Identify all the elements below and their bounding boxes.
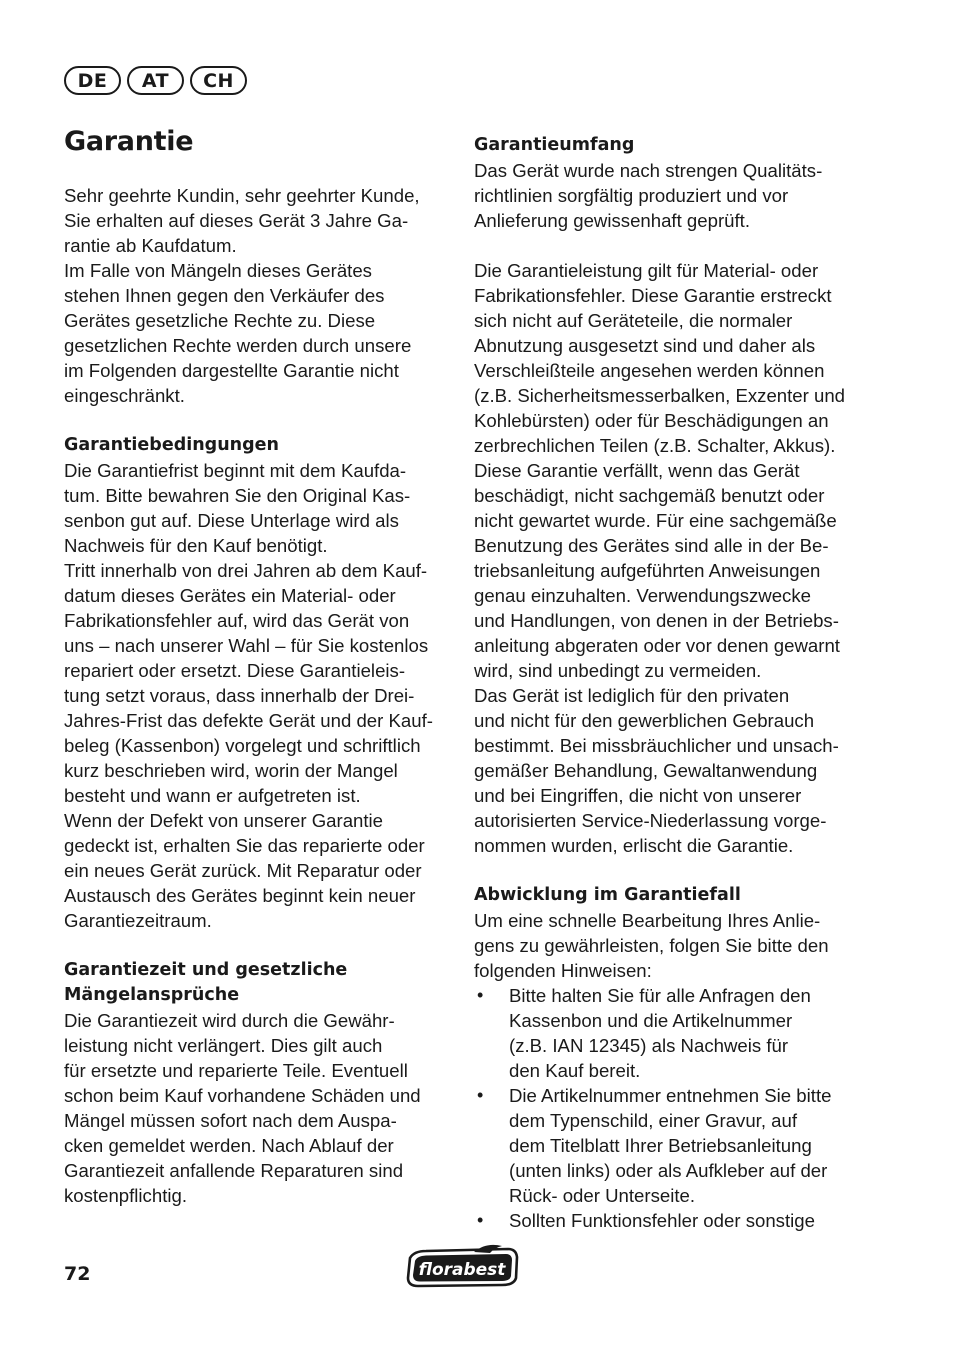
text-line: datum dieses Gerätes ein Material- oder	[64, 585, 396, 606]
text-line: eingeschränkt.	[64, 385, 185, 406]
text-line: gens zu gewährleisten, folgen Sie bitte den	[474, 935, 829, 956]
text-line: Benutzung des Gerätes sind alle in der Be-	[474, 535, 829, 556]
text-line: schon beim Kauf vorhandene Schäden und	[64, 1085, 421, 1106]
text-line: gemäßer Behandlung, Gewaltanwendung	[474, 760, 818, 781]
text-line: nicht gewartet wurde. Für eine sachgemäße	[474, 510, 837, 531]
text-line: uns – nach unserer Wahl – für Sie kostenlos	[64, 635, 429, 656]
text-line: kostenpflichtig.	[64, 1185, 187, 1206]
text-line: genau einzuhalten. Verwendungszwecke	[474, 585, 811, 606]
language-badges	[64, 66, 247, 95]
text-line: leistung nicht verlängert. Dies gilt auch	[64, 1035, 383, 1056]
text-line: repariert oder ersetzt. Diese Garantieleis-	[64, 660, 406, 681]
text-line: und nicht für den gewerblichen Gebrauch	[474, 710, 815, 731]
text-line: Die Garantiefrist beginnt mit dem Kaufda-	[64, 460, 407, 481]
bullet-text-line: Bitte halten Sie für alle Anfragen den	[509, 985, 811, 1006]
text-line: Garantiezeit anfallende Reparaturen sind	[64, 1160, 404, 1181]
bullet-text-line: (z.B. IAN 12345) als Nachweis für	[509, 1035, 789, 1056]
text-line: rantie ab Kaufdatum.	[64, 235, 237, 256]
text-line: sich nicht auf Geräteteile, die normaler	[474, 310, 793, 331]
text-line: triebsanleitung aufgeführten Anweisungen	[474, 560, 821, 581]
text-line: Fabrikationsfehler. Diese Garantie erstreckt	[474, 285, 832, 306]
text-line: tum. Bitte bewahren Sie den Original Kas-	[64, 485, 411, 506]
bullet-marker: •	[477, 1085, 484, 1105]
section-heading: Mängelansprüche	[64, 985, 240, 1005]
paragraph-spacer	[64, 933, 454, 958]
text-line: Um eine schnelle Bearbeitung Ihres Anlie-	[474, 910, 821, 931]
text-line: Die Garantieleistung gilt für Material- oder	[474, 260, 819, 281]
bullet-text-line: Rück- oder Unterseite.	[509, 1185, 696, 1206]
bullet-text-line: Sollten Funktionsfehler oder sonstige	[509, 1210, 815, 1231]
text-line: Anlieferung gewissenhaft geprüft.	[474, 210, 750, 231]
text-line: Im Falle von Mängeln dieses Gerätes	[64, 260, 372, 281]
bullet-text-line: den Kauf bereit.	[509, 1060, 641, 1081]
text-line: autorisierten Service-Niederlassung vorge-	[474, 810, 827, 831]
section-heading: Abwicklung im Garantiefall	[474, 885, 741, 905]
text-line: kurz beschrieben wird, worin der Mangel	[64, 760, 398, 781]
bullet-text	[509, 983, 869, 1083]
lang-badge-ch: CH	[190, 66, 247, 95]
text-line: im Folgenden dargestellte Garantie nicht	[64, 360, 399, 381]
text-line: Mängel müssen sofort nach dem Auspa-	[64, 1110, 397, 1131]
right-column	[474, 133, 869, 1233]
text-line: (z.B. Sicherheitsmesserbalken, Exzenter und	[474, 385, 846, 406]
text-line: besteht und wann er aufgetreten ist.	[64, 785, 361, 806]
section-heading: Garantiebedingungen	[64, 435, 279, 455]
lang-badge-de: DE	[64, 66, 121, 95]
text-line: Wenn der Defekt von unserer Garantie	[64, 810, 384, 831]
text-line: nommen wurden, erlischt die Garantie.	[474, 835, 794, 856]
text-line: bestimmt. Bei missbräuchlicher und unsach-	[474, 735, 839, 756]
text-line: tung setzt voraus, dass innerhalb der Drei-	[64, 685, 415, 706]
florabest-logo	[404, 1244, 521, 1290]
text-line: ein neues Gerät zurück. Mit Reparatur oder	[64, 860, 422, 881]
text-line: folgenden Hinweisen:	[474, 960, 652, 981]
lang-badge-at: AT	[127, 66, 184, 95]
text-line: stehen Ihnen gegen den Verkäufer des	[64, 285, 385, 306]
text-line: Austausch des Gerätes beginnt kein neuer	[64, 885, 416, 906]
bullet-text-line: Kassenbon und die Artikelnummer	[509, 1010, 793, 1031]
text-line: Tritt innerhalb von drei Jahren ab dem Kauf-	[64, 560, 428, 581]
text-line: Gerätes gesetzliche Rechte zu. Diese	[64, 310, 376, 331]
text-line: anleitung abgeraten oder vor denen gewarnt	[474, 635, 840, 656]
text-line: Das Gerät wurde nach strengen Qualitäts-	[474, 160, 823, 181]
text-line: Das Gerät ist lediglich für den privaten	[474, 685, 790, 706]
bullet-marker: •	[477, 1210, 484, 1230]
text-line: Sehr geehrte Kundin, sehr geehrter Kunde,	[64, 185, 420, 206]
page-title: Garantie	[64, 126, 194, 157]
bullet-text	[509, 1083, 869, 1208]
text-line: Sie erhalten auf dieses Gerät 3 Jahre Ga-	[64, 210, 409, 231]
text-line: senbon gut auf. Diese Unterlage wird als	[64, 510, 399, 531]
text-line: cken gemeldet werden. Nach Ablauf der	[64, 1135, 394, 1156]
text-line: und Handlungen, von denen in der Betriebs-	[474, 610, 839, 631]
text-line: für ersetzte und reparierte Teile. Eventuell	[64, 1060, 408, 1081]
bullet-text	[509, 1208, 869, 1233]
text-line: Verschleißteile angesehen werden können	[474, 360, 825, 381]
paragraph-spacer	[64, 408, 454, 433]
text-line: gesetzlichen Rechte werden durch unsere	[64, 335, 412, 356]
bullet-text-line: dem Titelblatt Ihrer Betriebsanleitung	[509, 1135, 812, 1156]
bullet-item	[474, 1208, 869, 1233]
text-line: beschädigt, nicht sachgemäß benutzt oder	[474, 485, 825, 506]
text-line: zerbrechlichen Teilen (z.B. Schalter, Akkus).	[474, 435, 836, 456]
text-line: Die Garantiezeit wird durch die Gewähr-	[64, 1010, 395, 1031]
text-line: Fabrikationsfehler auf, wird das Gerät von	[64, 610, 410, 631]
paragraph-spacer	[474, 233, 869, 258]
text-line: wird, sind unbedingt zu vermeiden.	[474, 660, 762, 681]
text-line: Nachweis für den Kauf benötigt.	[64, 535, 328, 556]
text-line: Kohlebürsten) oder für Beschädigungen an	[474, 410, 829, 431]
section-heading: Garantieumfang	[474, 135, 635, 155]
bullet-marker: •	[477, 985, 484, 1005]
text-line: Garantiezeitraum.	[64, 910, 212, 931]
bullet-text-line: (unten links) oder als Aufkleber auf der	[509, 1160, 828, 1181]
text-line: beleg (Kassenbon) vorgelegt und schriftlich	[64, 735, 421, 756]
bullet-text-line: dem Typenschild, einer Gravur, auf	[509, 1110, 798, 1131]
text-line: Jahres-Frist das defekte Gerät und der Kauf-	[64, 710, 433, 731]
bullet-item	[474, 1083, 869, 1208]
section-heading: Garantiezeit und gesetzliche	[64, 960, 348, 980]
bullet-text-line: Die Artikelnummer entnehmen Sie bitte	[509, 1085, 832, 1106]
text-line: Diese Garantie verfällt, wenn das Gerät	[474, 460, 800, 481]
logo-wordmark: florabest	[418, 1260, 506, 1280]
text-line: und bei Eingriffen, die nicht von unserer	[474, 785, 802, 806]
left-column	[64, 183, 454, 1208]
text-line: gedeckt ist, erhalten Sie das reparierte oder	[64, 835, 425, 856]
text-line: Abnutzung ausgesetzt sind und daher als	[474, 335, 816, 356]
text-line: richtlinien sorgfältig produziert und vor	[474, 185, 789, 206]
bullet-item	[474, 983, 869, 1083]
paragraph-spacer	[474, 858, 869, 883]
page-number: 72	[64, 1263, 91, 1285]
